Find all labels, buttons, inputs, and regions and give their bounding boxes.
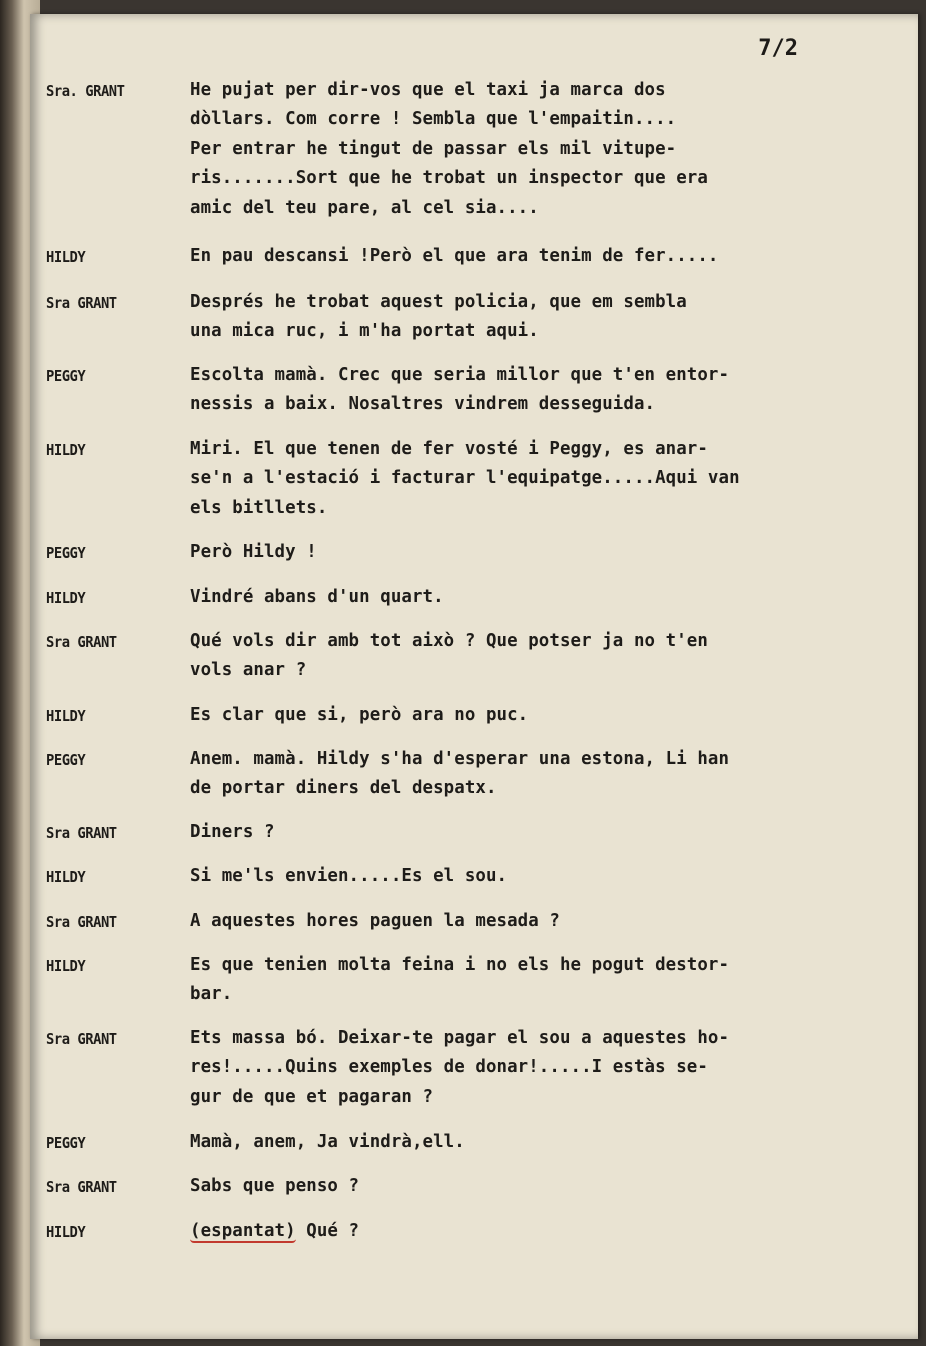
dialogue-text: Si me'ls envien.....Es el sou. [190, 866, 508, 886]
dialogue-text: Qué vols dir amb tot això ? Que potser ja no t'en vols anar ? [190, 631, 708, 681]
dialogue-text [190, 1217, 906, 1246]
script-page [30, 14, 918, 1339]
speaker-name: HILDY [46, 957, 86, 975]
speaker-name: PEGGY [46, 751, 86, 769]
dialogue-text: Vindré abans d'un quart. [190, 587, 444, 607]
speaker-name: Sra GRANT [46, 633, 117, 651]
dialogue-text: Anem. mamà. Hildy s'ha d'esperar una estona, Li han de portar diners del despatx. [190, 749, 730, 799]
dialogue-text: Però Hildy ! [190, 542, 317, 562]
dialogue-text: Ets massa bó. Deixar-te pagar el sou a aquestes ho- res!.....Quins exemples de donar!.....I estàs se- gur de que et pagaran ? [190, 1028, 730, 1107]
speaker-name: HILDY [46, 868, 86, 886]
speaker-name: PEGGY [46, 544, 86, 562]
dialogue-text: A aquestes hores paguen la mesada ? [190, 911, 560, 931]
speaker-name: Sra GRANT [46, 824, 117, 842]
dialogue-text: Es clar que si, però ara no puc. [190, 705, 529, 725]
dialogue-text: En pau descansi !Però el que ara tenim de fer..... [190, 246, 719, 266]
page-number: 7/2 [758, 36, 798, 61]
speaker-name: HILDY [46, 589, 86, 607]
stage-direction: (espantat) [190, 1221, 296, 1241]
speaker-name: Sra GRANT [46, 1178, 117, 1196]
speaker-name: HILDY [46, 707, 86, 725]
dialogue-text: Mamà, anem, Ja vindrà,ell. [190, 1132, 465, 1152]
speaker-name: PEGGY [46, 367, 86, 385]
dialogue-line: Qué ? [295, 1221, 360, 1241]
speaker-name: Sra GRANT [46, 1030, 117, 1048]
dialogue-text: Sabs que penso ? [190, 1176, 360, 1196]
speaker-name: HILDY [46, 248, 86, 266]
speaker-name: PEGGY [46, 1134, 86, 1152]
speaker-name: Sra GRANT [46, 913, 117, 931]
dialogue-text: Després he trobat aquest policia, que em sembla una mica ruc, i m'ha portat aqui. [190, 292, 687, 342]
speaker-name: HILDY [46, 441, 86, 459]
speaker-name: Sra. GRANT [46, 82, 125, 100]
speaker-name: HILDY [46, 1223, 86, 1241]
dialogue-text: Es que tenien molta feina i no els he pogut destor- bar. [190, 955, 730, 1005]
speaker-name: Sra GRANT [46, 294, 117, 312]
dialogue-text: Escolta mamà. Crec que seria millor que t'en entor- nessis a baix. Nosaltres vindrem desseguida. [190, 365, 730, 415]
dialogue-text: Diners ? [190, 822, 275, 842]
dialogue-text: He pujat per dir-vos que el taxi ja marca dos dòllars. Com corre ! Sembla que l'empaitin.... Per entrar he tingut de passar els mil vitupe- ris.......Sort que he trobat un inspector que era amic del teu pare, al cel sia.... [190, 80, 708, 218]
dialogue-text: Miri. El que tenen de fer vosté i Peggy, es anar- se'n a l'estació i facturar l'equipatge.....Aqui van els bitllets. [190, 439, 740, 518]
